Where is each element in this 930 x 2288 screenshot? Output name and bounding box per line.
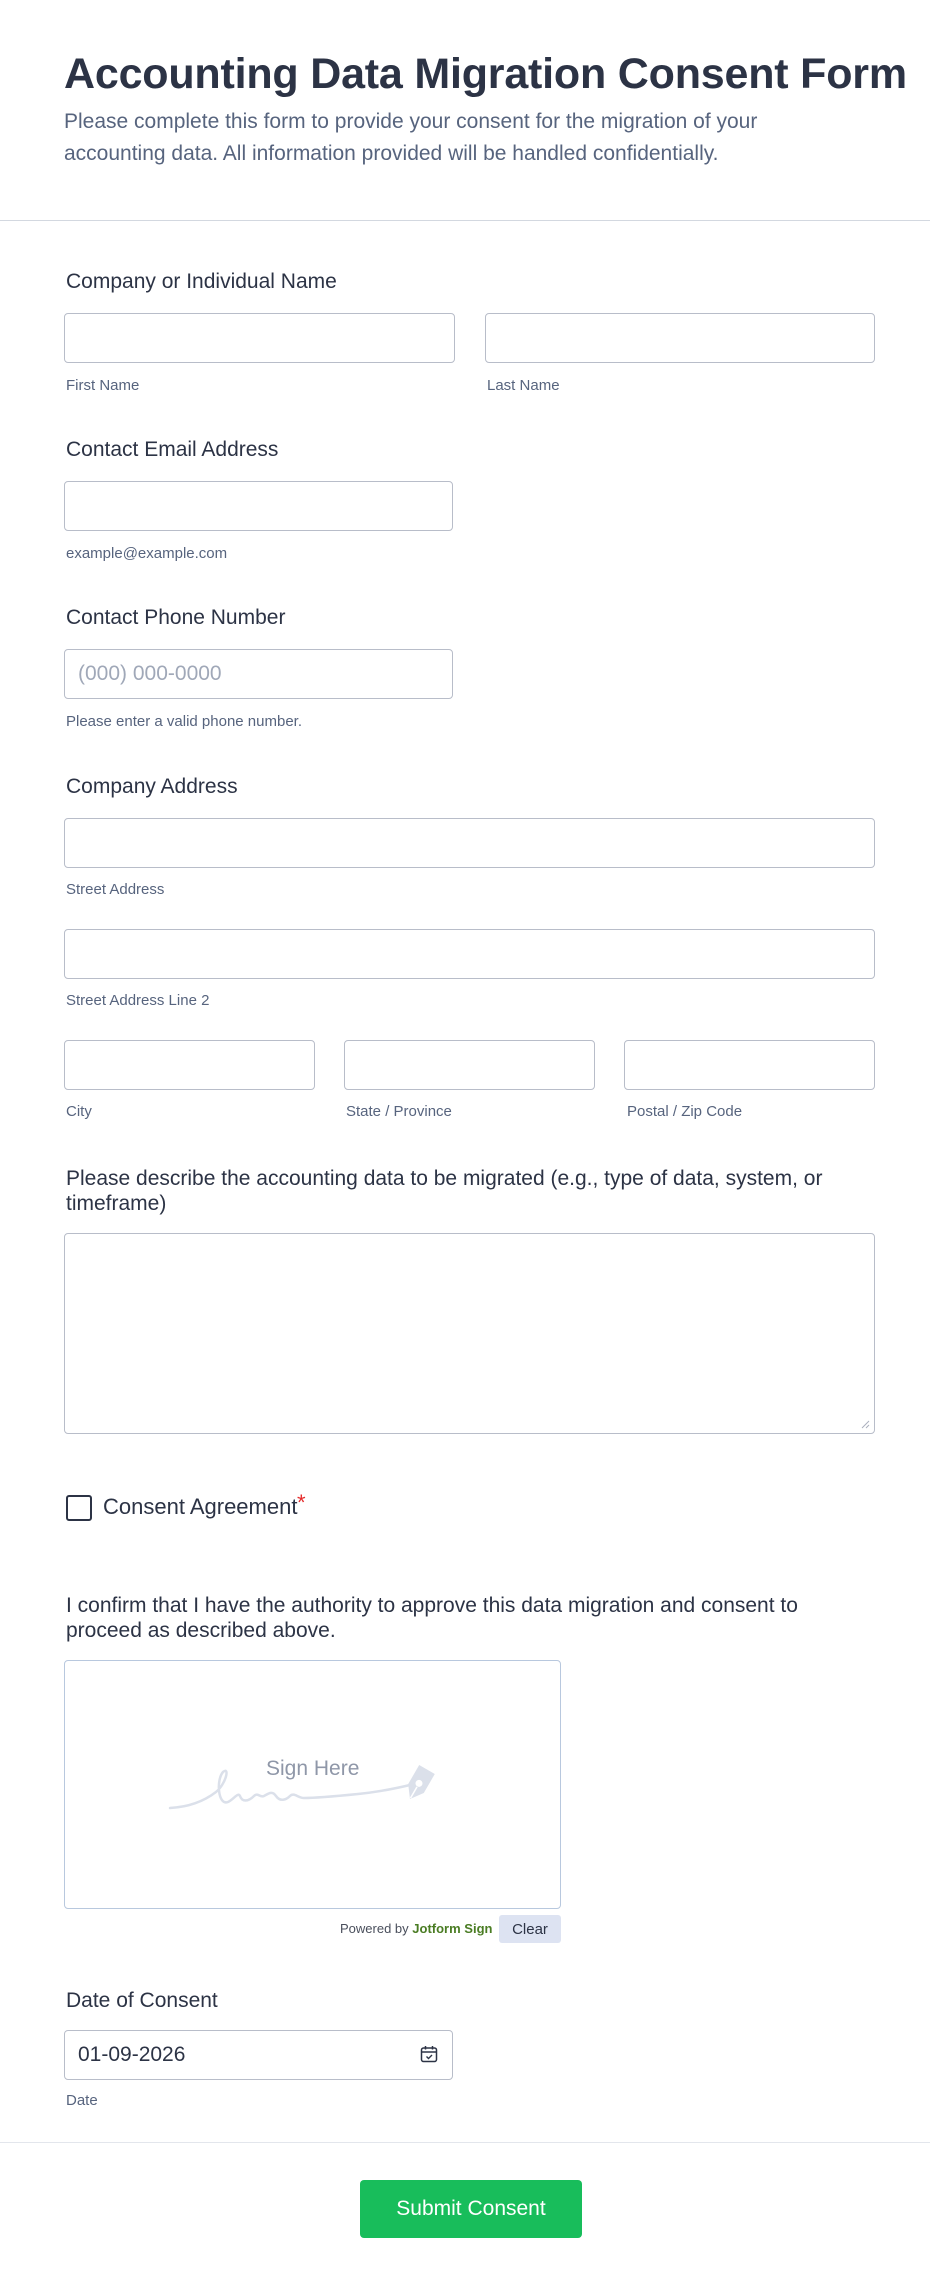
- consent-label: Consent Agreement: [103, 1494, 298, 1519]
- last-name-input[interactable]: [485, 313, 875, 363]
- state-sublabel: State / Province: [346, 1103, 452, 1120]
- phone-sublabel: Please enter a valid phone number.: [66, 713, 302, 730]
- first-name-sublabel: First Name: [66, 377, 140, 394]
- phone-input[interactable]: [64, 649, 453, 699]
- submit-button[interactable]: Submit Consent: [360, 2180, 582, 2238]
- powered-by-prefix: Powered by: [340, 1921, 409, 1936]
- calendar-icon[interactable]: [420, 2045, 438, 2063]
- city-sublabel: City: [66, 1103, 92, 1120]
- powered-by-text: [340, 1921, 492, 1936]
- name-label: Company or Individual Name: [66, 270, 337, 293]
- email-input[interactable]: [64, 481, 453, 531]
- street-address-line2-sublabel: Street Address Line 2: [66, 992, 210, 1009]
- date-input[interactable]: [64, 2030, 453, 2080]
- first-name-input[interactable]: [64, 313, 455, 363]
- address-label: Company Address: [66, 775, 238, 798]
- city-input[interactable]: [64, 1040, 315, 1090]
- last-name-sublabel: Last Name: [487, 377, 560, 394]
- footer-divider: [0, 2142, 930, 2143]
- form-header: [0, 0, 930, 221]
- street-address-line2-input[interactable]: [64, 929, 875, 979]
- email-sublabel: example@example.com: [66, 545, 228, 562]
- street-address-input[interactable]: [64, 818, 875, 868]
- description-textarea[interactable]: [64, 1233, 875, 1434]
- date-label: Date of Consent: [66, 1989, 218, 2012]
- date-sublabel: Date: [66, 2092, 98, 2109]
- required-asterisk: *: [297, 1490, 306, 1515]
- email-label: Contact Email Address: [66, 438, 279, 461]
- street-address-sublabel: Street Address: [66, 881, 165, 898]
- form-subtitle: Please complete this form to provide your consent for the migration of your accounting data. All information provided will be handled confidentially.: [64, 110, 758, 165]
- signature-label: I confirm that I have the authority to approve this data migration and consent to proceed as described above.: [66, 1594, 798, 1642]
- signature-placeholder: Sign Here: [266, 1757, 360, 1780]
- description-label: Please describe the accounting data to be migrated (e.g., type of data, system, or timeframe): [66, 1167, 823, 1215]
- zip-input[interactable]: [624, 1040, 875, 1090]
- state-input[interactable]: [344, 1040, 595, 1090]
- consent-checkbox[interactable]: [66, 1495, 92, 1521]
- form-title: Accounting Data Migration Consent Form: [64, 50, 907, 98]
- phone-label: Contact Phone Number: [66, 606, 286, 629]
- jotform-sign-brand: Jotform Sign: [412, 1921, 493, 1936]
- clear-signature-button[interactable]: Clear: [499, 1915, 561, 1943]
- zip-sublabel: Postal / Zip Code: [627, 1103, 743, 1120]
- resize-grip-icon[interactable]: [860, 1419, 870, 1429]
